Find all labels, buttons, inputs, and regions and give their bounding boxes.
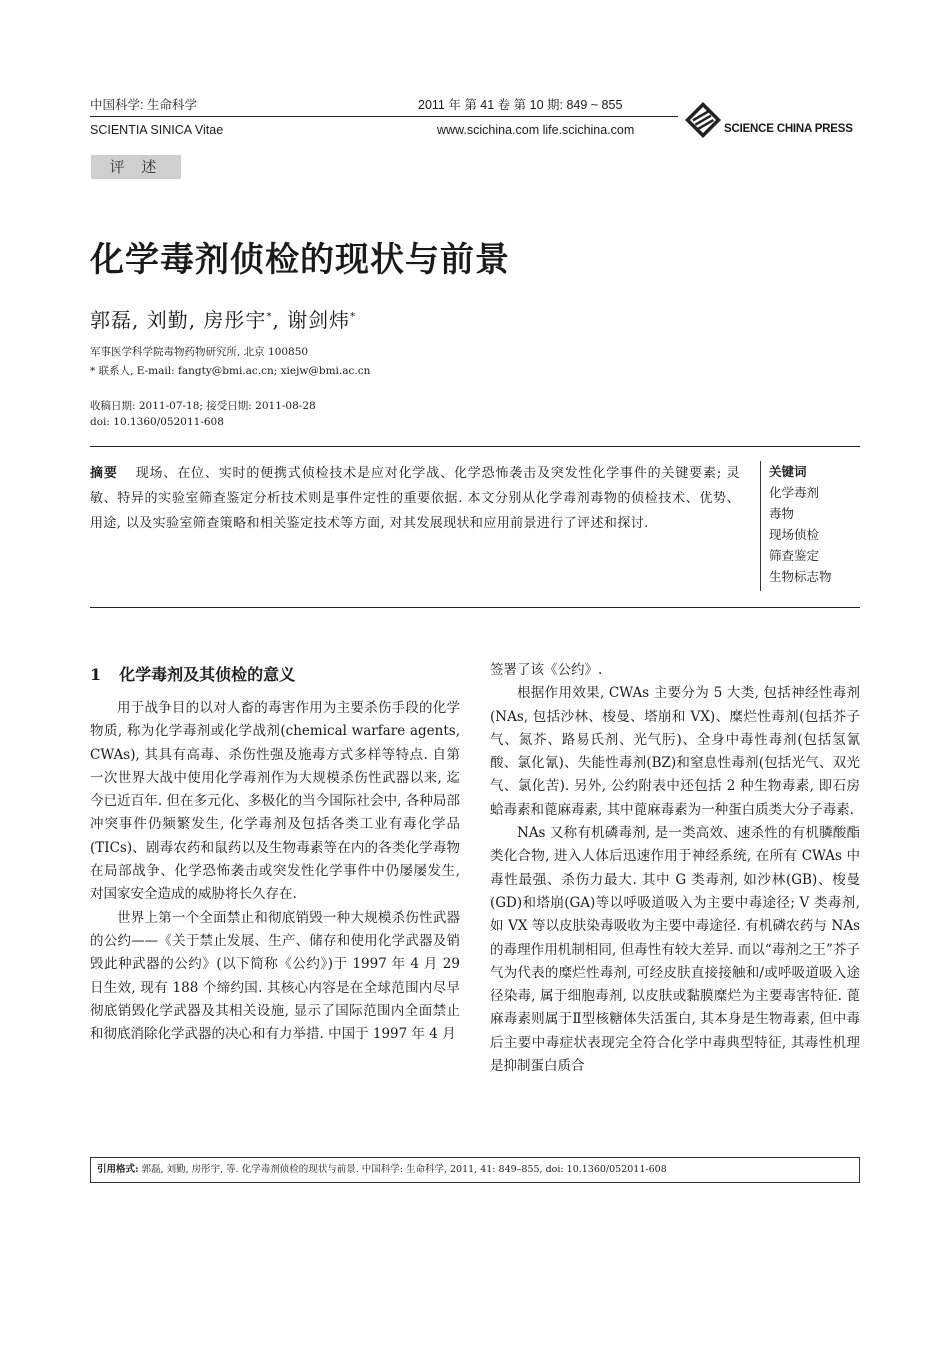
issue-info: 2011 年 第 41 卷 第 10 期: 849 ~ 855 <box>418 98 623 112</box>
keyword-item: 生物标志物 <box>769 569 832 584</box>
paragraph: 用于战争目的以对人畜的毒害作用为主要杀伤手段的化学物质, 称为化学毒剂或化学战剂(chemical warfare agents, CWAs), 其具有高毒、杀伤性强及施毒方式多样等特点. 自第一次世界大战中使用化学毒剂作为大规模杀伤性武器以来, 迄今已近百年. 但在多元化、多极化的当今国际社会中, 各种局部冲突事件仍频繁发生, 化学毒剂及包括各类工业有毒化学品(TICs)、剧毒农药和鼠药以及生物毒素等在内的各类化学毒物在局部战争、化学恐怖袭击或突发性化学事件中仍屡屡发生, 对国家安全造成的威胁将长久存在. <box>90 700 460 903</box>
contact-email: * 联系人, E-mail: fangty@bmi.ac.cn; xiejw@bmi.ac.cn <box>90 365 371 377</box>
received-dates: 收稿日期: 2011-07-18; 接受日期: 2011-08-28 <box>90 400 316 412</box>
authors-part-1: 郭磊, 刘勤, 房彤宇 <box>90 308 267 332</box>
keyword-item: 化学毒剂 <box>769 485 820 500</box>
author-list <box>90 304 356 333</box>
section-number: 1 <box>90 665 102 684</box>
keywords-box <box>760 461 869 591</box>
paragraph: 世界上第一个全面禁止和彻底销毁一种大规模杀伤性武器的公约——《关于禁止发展、生产、储存和使用化学武器及销毁此种武器的公约》(以下简称《公约》)于 1997 年 4 月 29 日生效, 现有 188 个缔约国. 其核心内容是在全球范围内尽早彻底销毁化学武器及其相关设施, 显示了国际范围内全面禁止和彻底消除化学武器的决心和有力举措. 中国于 1997 年 4 月 <box>90 909 460 1043</box>
section-title-text: 化学毒剂及其侦检的意义 <box>119 665 296 684</box>
citation-text: 郭磊, 刘勤, 房彤宇, 等. 化学毒剂侦检的现状与前景. 中国科学: 生命科学, 2011, 41: 849–855, doi: 10.1360/052011-608 <box>141 1164 667 1175</box>
citation-label: 引用格式: <box>97 1164 139 1175</box>
journal-urls: www.scichina.com life.scichina.com <box>437 123 635 137</box>
affiliation: 军事医学科学院毒物药物研究所, 北京 100850 <box>90 346 309 358</box>
journal-name-cn: 中国科学: 生命科学 <box>90 98 197 112</box>
header-rule <box>90 116 678 117</box>
abstract-label: 摘要 <box>90 466 118 481</box>
journal-name-en: SCIENTIA SINICA Vitae <box>90 123 224 137</box>
paragraph: 根据作用效果, CWAs 主要分为 5 大类, 包括神经性毒剂(NAs, 包括沙林、梭曼、塔崩和 VX)、糜烂性毒剂(包括芥子气、氮芥、路易氏剂、光气肟)、全身中毒性毒剂(包括氢氰酸、氯化氰)、失能性毒剂(BZ)和窒息性毒剂(包括光气、双光气、氯化苦). 另外, 公约附表中还包括 2 种生物毒素, 即石房蛤毒素和蓖麻毒素, 其中蓖麻毒素为一种蛋白质类大分子毒素. <box>490 685 860 818</box>
abstract-text: 现场、在位、实时的便携式侦检技术是应对化学战、化学恐怖袭击及突发性化学事件的关键要素; 灵敏、特异的实验室筛查鉴定分析技术则是事件定性的重要依据. 本文分别从化学毒剂毒物的侦检技术、优势、用途, 以及实验室筛查策略和相关鉴定技术等方面, 对其发展现状和应用前景进行了评述和探讨. <box>90 466 740 531</box>
abstract-bottom-rule <box>90 607 860 608</box>
abstract <box>90 461 740 536</box>
paragraph: 签署了该《公约》. <box>490 662 603 678</box>
right-column <box>490 659 860 1078</box>
abstract-top-rule <box>90 446 860 447</box>
keyword-item: 筛查鉴定 <box>769 548 820 563</box>
keywords-label: 关键词 <box>769 464 807 479</box>
section-title <box>90 662 295 685</box>
doi: doi: 10.1360/052011-608 <box>90 416 224 428</box>
corresponding-mark-2: * <box>350 311 357 323</box>
science-china-press-logo-icon <box>684 101 722 139</box>
paragraph: NAs 又称有机磷毒剂, 是一类高效、速杀性的有机膦酸酯类化合物, 进入人体后迅速作用于神经系统, 在所有 CWAs 中毒性最强、杀伤力最大. 其中 G 类毒剂, 如沙林(GB)、梭曼(GD)和塔崩(GA)等以呼吸道吸入为主要中毒途径; V 类毒剂, 如 VX 等以皮肤染毒吸收为主要中毒途径. 有机磷农药与 NAs 的毒理作用机制相同, 但毒性有较大差异. 而以“毒剂之王”芥子气为代表的糜烂性毒剂, 可经皮肤直接接触和/或呼吸道吸入途径染毒, 属于细胞毒剂, 以皮肤或黏膜糜烂为主要毒害特征. 蓖麻毒素则属于Ⅱ型核糖体失活蛋白, 其本身是生物毒素, 但中毒后主要中毒症状表现完全符合化学中毒典型特征, 其毒性机理是抑制蛋白质合 <box>490 825 860 1075</box>
article-type-badge: 评 述 <box>91 155 181 179</box>
keyword-item: 现场侦检 <box>769 527 820 542</box>
left-column <box>90 697 460 1046</box>
citation-box <box>90 1157 860 1183</box>
publisher-name: SCIENCE CHINA PRESS <box>724 123 853 135</box>
authors-part-2: , 谢剑炜 <box>272 308 351 332</box>
keyword-item: 毒物 <box>769 506 795 521</box>
corresponding-mark-1: * <box>266 311 273 323</box>
article-title: 化学毒剂侦检的现状与前景 <box>90 240 510 280</box>
